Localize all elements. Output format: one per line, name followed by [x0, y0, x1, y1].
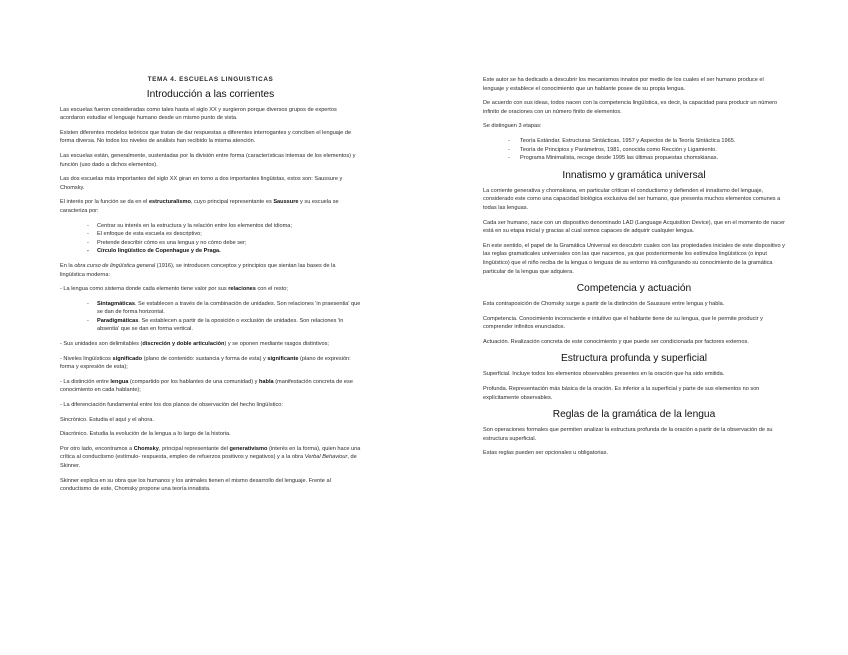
- paragraph: Diacrónico. Estudia la evolución de la lengua a lo largo de la historia.: [60, 431, 231, 438]
- paragraph-lengua-habla: - La distinción entre lengua (compartido por los hablantes de una comunidad) y habla (manifestación concreta de ese conocimiento en cada hablante);: [60, 378, 353, 394]
- section-title-introduccion: Introducción a las corrientes: [146, 88, 275, 100]
- right-column: [483, 76, 785, 464]
- paragraph: De acuerdo con sus ideas, todos nacen con la competencia lingüística, es decir, la capacidad para producir un número infinito de oraciones con un número finito de elementos.: [483, 100, 778, 115]
- left-column: [60, 76, 361, 500]
- list-item-sintagmaticas: - Sintagmáticas. Se establecen a través de la combinación de unidades. Son relaciones 'in praesentia' que se dan de forma horizontal.: [97, 300, 361, 317]
- paragraph: Existen diferentes modelos teóricos que tratan de dar respuestas a diferentes interrogantes y conciben el lenguaje de forma diversa. No todos los niveles de análisis han recibido la misma atención.: [60, 129, 352, 145]
- paragraph: Skinner explica en su obra que los humanos y los animales tienen el mismo desarrollo del lenguaje. Frente al conductismo de este, Chomsky propone una teoría innatista.: [60, 477, 331, 493]
- paragraph: En este sentido, el papel de la Gramática Universal es descubrir cuales con las propiedades iniciales de este dispositivo y las reglas gramaticales universales con las que nacemos, ya que posteriormente los estímulos lingüísticos (o input lingüístico) que el niño reciba de la lengua o lenguas de su entorno irá configurando su conocimiento de la gramática particular de la lengua que adquiera.: [483, 242, 785, 275]
- term-saussure: Saussure: [273, 199, 299, 206]
- paragraph: Competencia. Conocimiento inconsciente e intuitivo que el hablante tiene de su lengua, que le permite producir y comprender infinitos enunciados.: [483, 315, 763, 331]
- topic-heading: TEMA 4. ESCUELAS LINGUISTICAS: [147, 76, 274, 83]
- paragraph: Profunda. Representación más básica de la oración. Es inferior a la superficial y parte de sus elementos no son explícitamente observables.: [483, 386, 760, 401]
- list-item-paradigmaticas: - Paradigmáticas. Se establecen a partir de la oposición o exclusión de unidades. Son relaciones 'in absentia' que se dan en forma vertical.: [97, 317, 361, 334]
- paragraph: - La diferenciación fundamental entre los dos planos de observación del hecho lingüístico:: [60, 402, 283, 409]
- paragraph: Cada ser humano, nace con un dispositivo denominado LAD (Language Acquisition Device), que en el momento de nacer está en su etapa inicial y gracias al cual somos capaces de adquirir cualquier lengua.: [483, 219, 785, 235]
- paragraph: La corriente generativa y chomskiana, en particular critican el conductismo y defienden el innatismo del lenguaje, considerado este como una capacidad biológica exclusiva del ser humano, que presenta muchos elementos comunes a todas las lenguas.: [483, 187, 781, 211]
- list-item: - Teoría de Principios y Parámetros, 1981, conocida como Rección y Ligamiento.: [520, 146, 785, 155]
- section-title-competencia: Competencia y actuación: [576, 283, 692, 295]
- paragraph: Actuación. Realización concreta de este conocimiento y que puede ser condicionada por factores externos.: [483, 338, 749, 345]
- section-title-estructura: Estructura profunda y superficial: [560, 353, 708, 365]
- section-title-reglas: Reglas de la gramática de la lengua: [552, 409, 716, 421]
- list-item: - Círculo lingüístico de Copenhague y de Praga.: [97, 247, 361, 256]
- stages-list: [483, 137, 785, 163]
- paragraph: Sincrónico. Estudia el aquí y el ahora.: [60, 416, 154, 423]
- paragraph-niveles: - Niveles lingüísticos significado (plano de contenido: sustancia y forma de esta) y significante (plano de expresión: forma y expresión de esta);: [60, 355, 351, 371]
- list-item: - Centrar su interés en la estructura y la relación entre los elementos del idioma;: [97, 222, 361, 231]
- paragraph: Se distinguen 3 etapas:: [483, 123, 542, 130]
- paragraph-relaciones: - La lengua como sistema donde cada elemento tiene valor por sus relaciones con el resto;: [60, 286, 288, 293]
- paragraph: Son operaciones formales que permiten analizar la estructura profunda de la oración a partir de la observación de su estructura superficial.: [483, 427, 773, 442]
- paragraph: Las escuelas están, generalmente, sustentadas por la división entre forma (características internas de los elementos) y función (uso dado a dichos elementos).: [60, 152, 356, 168]
- paragraph-chomsky: Por otro lado, encontramos a Chomsky, principal representante del generativismo (interés en la forma), quien hace una crítica al conductismo (estímulo- respuesta, empleo de refuerzos positivos y negativos) y a la obra Verbal Behaviour, de Skinner.: [60, 445, 361, 469]
- paragraph: Superficial. Incluye todos los elementos observables presentes en la oración que ha sido emitida.: [483, 371, 725, 378]
- term-estructuralismo: estructuralismo: [148, 199, 191, 206]
- paragraph: Estas reglas pueden ser opcionales u obligatorias.: [483, 450, 609, 457]
- paragraph: Las dos escuelas más importantes del siglo XX giran en torno a dos importantes lingüistas, estos son: Saussure y Chomsky.: [60, 176, 343, 191]
- paragraph-curso: En la obra curso de lingüística general (1916), se introducen conceptos y principios que sientan las bases de la lingüística moderna:: [60, 262, 336, 278]
- paragraph: Las escuelas fueron consideradas como tales hasta el siglo XX y surgieron porque diversos grupos de expertos acordaron estudiar el lenguaje humano desde un mismo punto de vista.: [60, 106, 337, 122]
- relations-list: [60, 300, 361, 334]
- list-item: - El enfoque de esta escuela es descriptivo;: [97, 230, 361, 239]
- list-item: - Teoría Estándar. Estructuras Sintácticas, 1957 y Aspectos de la Teoría Sintáctica 1965.: [520, 137, 785, 146]
- paragraph-unidades: - Sus unidades son delimitables (discreción y doble articulación) y se oponen mediante rasgos distintivos;: [60, 341, 329, 348]
- paragraph-estructuralismo: El interés por la función se da en el estructuralismo, cuyo principal representante es Saussure y su escuela se caracteriza por:: [60, 199, 339, 214]
- section-title-innatismo: Innatismo y gramática universal: [562, 169, 706, 181]
- list-item: - Programa Minimalista, recoge desde 1995 las últimas propuestas chomskianas.: [520, 154, 785, 163]
- characteristics-list: [60, 222, 361, 256]
- paragraph: Esta contraposición de Chomsky surge a partir de la distinción de Saussure entre lengua y habla.: [483, 301, 725, 308]
- paragraph: Este autor se ha dedicado a descubrir los mecanismos innatos por medio de los cuales el ser humano produce el lenguaje y establece el conocimiento que un hablante posee de su propia lengua.: [483, 77, 764, 92]
- list-item: - Pretende describir cómo es una lengua y no cómo debe ser;: [97, 239, 361, 248]
